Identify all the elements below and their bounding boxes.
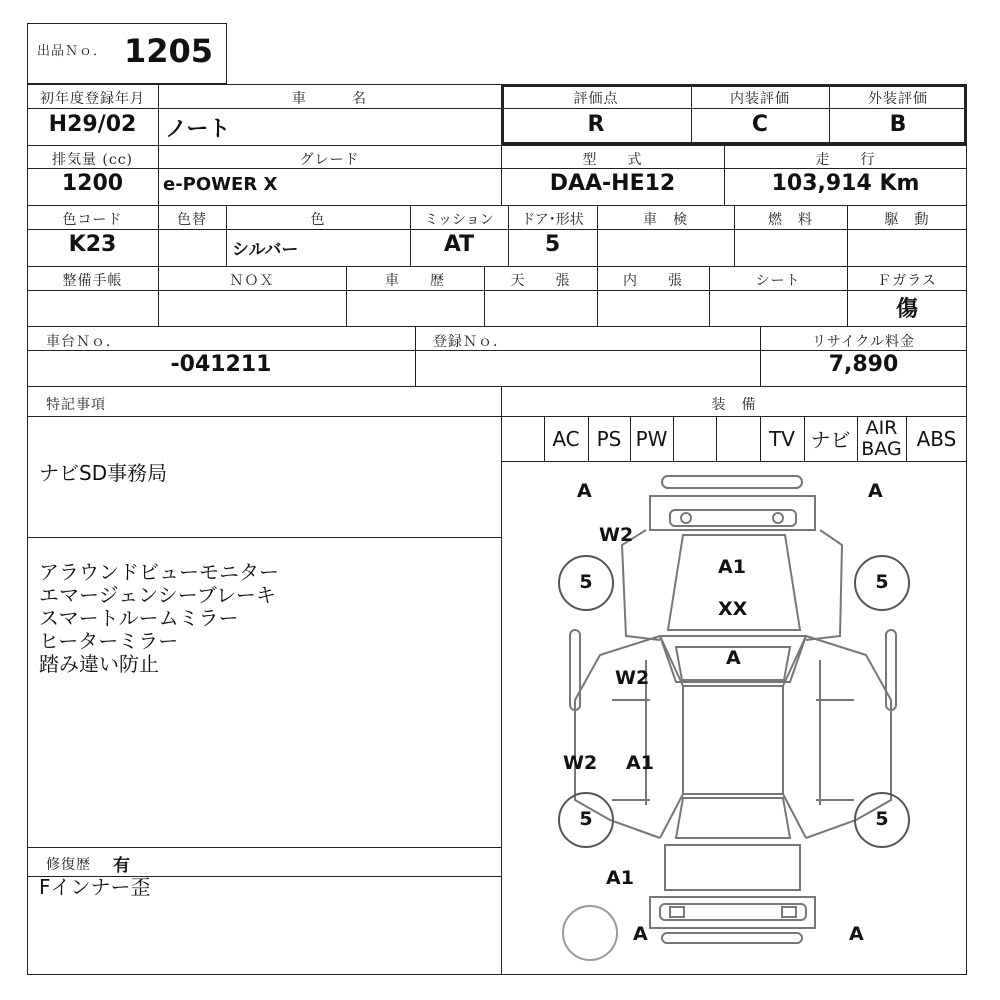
car-name-value: ノート: [165, 117, 231, 142]
mark-hood-side: W2: [615, 667, 650, 689]
mark-left-side-w2: W2: [563, 752, 598, 774]
equipment-navi: ナビ: [810, 428, 851, 452]
mark-front-right: A: [868, 480, 883, 502]
repair-history-label: 修復歴: [46, 857, 91, 873]
mark-windshield: A: [726, 647, 741, 669]
model-value: DAA-HE12: [549, 171, 676, 196]
grade-value: e-POWER X: [163, 174, 278, 195]
nox-label: ＮＯＸ: [229, 273, 275, 289]
mission-label: ミッション: [424, 212, 494, 228]
first-registration-value: H29/02: [48, 112, 137, 137]
front-glass-value: 傷: [895, 297, 918, 322]
front-glass-label: Ｆガラス: [877, 273, 937, 289]
chassis-number-value: -041211: [170, 352, 272, 377]
interior-rating-value: C: [751, 112, 769, 137]
displacement-label: 排気量 (cc): [51, 152, 134, 168]
exterior-rating-value: B: [889, 112, 907, 137]
equipment-airbag: AIR BAG: [861, 416, 902, 460]
mileage-label: 走 行: [815, 152, 876, 168]
color-label: 色: [310, 212, 326, 228]
mark-rear-left: A: [633, 923, 648, 945]
feature-item: ヒーターミラー: [39, 629, 179, 653]
fuel-label: 燃 料: [768, 212, 813, 228]
tire-front-left-rating: 5: [579, 571, 593, 593]
seat-label: シート: [755, 273, 801, 289]
ceiling-label: 天 張: [510, 273, 571, 289]
mark-left-side-a1: A1: [626, 752, 654, 774]
exterior-rating-label: 外装評価: [868, 91, 928, 107]
interior-rating-label: 内装評価: [730, 91, 790, 107]
mark-front-left: A: [577, 480, 592, 502]
first-registration-label: 初年度登録年月: [40, 91, 145, 107]
color-code-value: K23: [68, 232, 117, 257]
mark-roof-top: A1: [718, 556, 746, 578]
color-code-label: 色コード: [62, 212, 123, 228]
mileage-value: 103,914 Km: [771, 171, 920, 196]
equipment-ac: AC: [552, 426, 580, 451]
feature-item: スマートルームミラー: [39, 606, 239, 630]
mark-rear-right: A: [849, 923, 864, 945]
drive-label: 駆 動: [884, 212, 930, 228]
lot-number-label: 出品Ｎｏ．: [37, 44, 108, 59]
inspection-label: 車 検: [643, 212, 688, 228]
remarks-label: 特記事項: [46, 397, 106, 413]
equipment-pw: PW: [635, 426, 668, 451]
equipment-label: 装 備: [711, 397, 757, 413]
recolor-label: 色替: [177, 212, 207, 228]
car-name-label: 車 名: [292, 91, 367, 107]
score-label: 評価点: [573, 91, 619, 107]
equipment-blank: [501, 416, 544, 461]
maintenance-record-label: 整備手帳: [62, 273, 123, 289]
tire-rear-right-rating: 5: [875, 808, 889, 830]
vehicle-history-label: 車 歴: [385, 273, 445, 289]
tire-front-right-rating: 5: [875, 571, 889, 593]
mark-hood-front: W2: [599, 524, 634, 546]
repair-history-value: 有: [113, 856, 130, 876]
grade-label: グレード: [299, 152, 360, 168]
mission-value: AT: [443, 232, 475, 257]
vehicle-damage-diagram: [501, 462, 967, 975]
repair-note: Fインナー歪: [39, 875, 151, 899]
recycle-fee-label: リサイクル料金: [811, 334, 916, 350]
features-list: [39, 561, 279, 676]
door-value: 5: [544, 232, 561, 257]
recycle-fee-value: 7,890: [828, 352, 899, 377]
remarks-line: ナビSD事務局: [39, 461, 168, 485]
chassis-number-label: 車台Ｎｏ．: [46, 334, 121, 350]
feature-item: 踏み違い防止: [39, 652, 159, 676]
score-value: R: [587, 112, 605, 137]
feature-item: エマージェンシーブレーキ: [39, 583, 276, 607]
lot-number-value: 1205: [124, 32, 214, 70]
equipment-ps: PS: [596, 426, 622, 451]
mark-roof-mid: XX: [718, 598, 748, 620]
equipment-tv: TV: [769, 426, 795, 451]
mark-rear-door: A1: [606, 867, 634, 889]
feature-item: アラウンドビューモニター: [39, 560, 279, 584]
equipment-blank: [673, 416, 716, 461]
equipment-blank: [716, 416, 760, 461]
interior-trim-label: 内 張: [623, 273, 683, 289]
equipment-abs: ABS: [916, 426, 957, 451]
displacement-value: 1200: [61, 171, 124, 196]
registration-number-label: 登録Ｎｏ．: [433, 334, 508, 350]
color-value: シルバー: [232, 240, 299, 260]
door-label: ドア･形状: [521, 212, 584, 228]
model-label: 型 式: [582, 152, 643, 168]
tire-rear-left-rating: 5: [579, 808, 593, 830]
